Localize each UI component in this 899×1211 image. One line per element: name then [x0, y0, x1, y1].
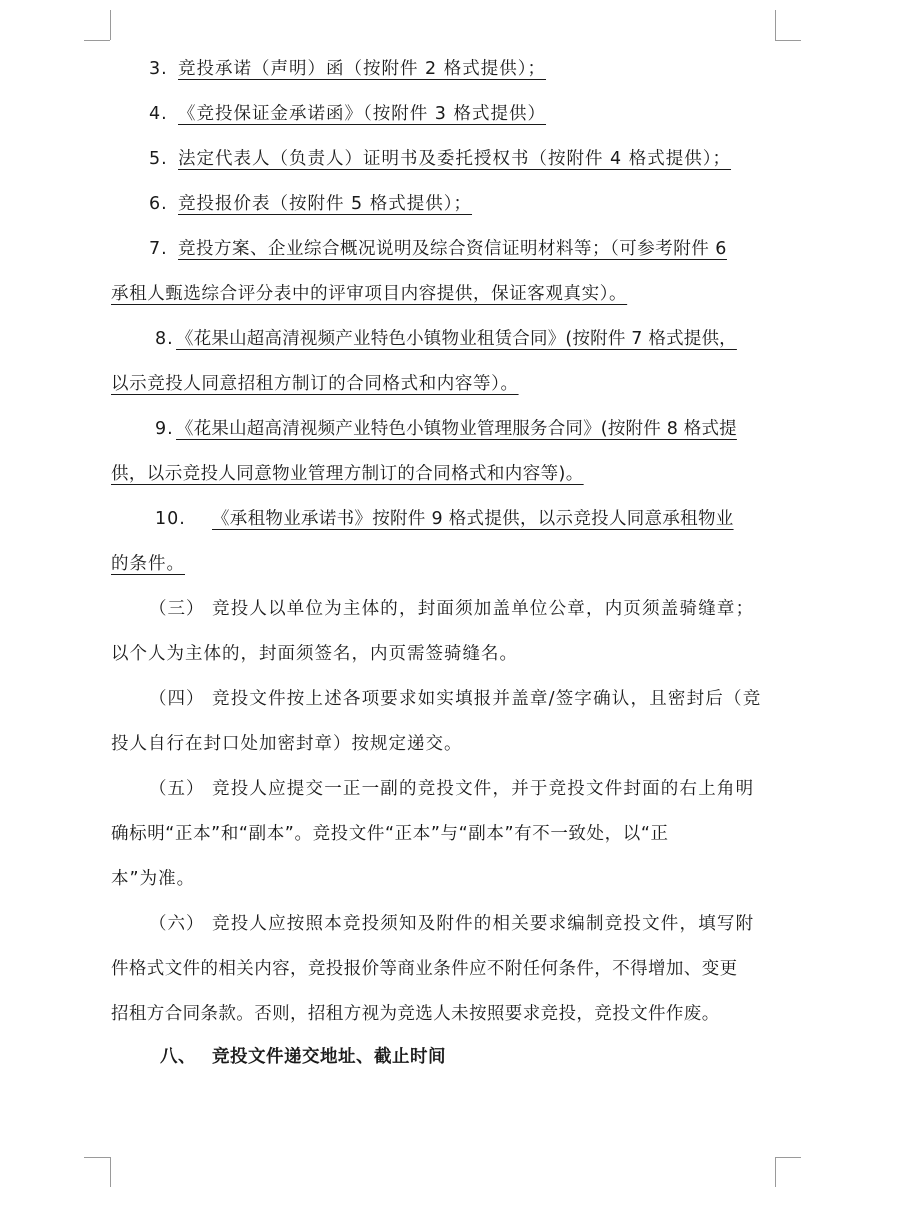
clause-6-line-1: 竞投人应按照本竞投须知及附件的相关要求编制竞投文件，填写附 [212, 914, 755, 934]
clause-5-label: （五） [149, 779, 205, 799]
list-item-8-line-1: 《花果山超高清视频产业特色小镇物业租赁合同》(按附件 7 格式提供， [176, 329, 737, 349]
list-item-10-line-2: 的条件。 [111, 554, 185, 574]
list-item-9-line-1: 《花果山超高清视频产业特色小镇物业管理服务合同》(按附件 8 格式提 [176, 419, 737, 439]
list-item-9-number: 9. [155, 419, 174, 439]
clause-3-label: （三） [149, 599, 205, 619]
list-item-9-line-2: 供，以示竞投人同意物业管理方制订的合同格式和内容等)。 [111, 464, 584, 484]
clause-4-line-2: 投人自行在封口处加密封章）按规定递交。 [111, 734, 463, 754]
clause-5-line-2: 确标明“正本”和“副本”。竞投文件“正本”与“副本”有不一致处，以“正 [111, 824, 669, 844]
clause-6-line-3: 招租方合同条款。否则，招租方视为竞选人未按照要求竞投，竞投文件作废。 [111, 1004, 720, 1024]
list-item-8-number: 8. [155, 329, 174, 349]
list-item-7-line-2: 承租人甄选综合评分表中的评审项目内容提供，保证客观真实）。 [111, 284, 628, 304]
clause-4-line-1: 竞投文件按上述各项要求如实填报并盖章/签字确认，且密封后（竞 [212, 689, 762, 709]
section-8-number: 八、 [160, 1047, 196, 1067]
clause-3-line-2: 以个人为主体的，封面须签名，内页需签骑缝名。 [111, 644, 518, 664]
list-item-6-text: 竞投报价表（按附件 5 格式提供）； [178, 194, 473, 214]
clause-6-line-2: 件格式文件的相关内容，竞投报价等商业条件应不附任何条件，不得增加、变更 [111, 959, 738, 979]
clause-5-line-1: 竞投人应提交一正一副的竞投文件，并于竞投文件封面的右上角明 [212, 779, 755, 799]
section-8-title: 竞投文件递交地址、截止时间 [212, 1047, 446, 1067]
list-item-10-number: 10. [155, 509, 186, 529]
list-item-4-text: 《竞投保证金承诺函》（按附件 3 格式提供） [178, 104, 547, 124]
list-item-4-number: 4. [149, 104, 168, 124]
list-item-10-line-1: 《承租物业承诺书》按附件 9 格式提供，以示竞投人同意承租物业 [212, 509, 734, 529]
list-item-8-line-2: 以示竞投人同意招租方制订的合同格式和内容等）。 [111, 374, 519, 394]
list-item-5-text: 法定代表人（负责人）证明书及委托授权书（按附件 4 格式提供）； [178, 149, 732, 169]
clause-3-line-1: 竞投人以单位为主体的，封面须加盖单位公章，内页须盖骑缝章； [212, 599, 755, 619]
clause-6-label: （六） [149, 914, 205, 934]
list-item-7-line-1: 竞投方案、企业综合概况说明及综合资信证明材料等；（可参考附件 6 [178, 239, 727, 259]
list-item-3-text: 竞投承诺（声明）函（按附件 2 格式提供）； [178, 59, 547, 79]
clause-5-line-3: 本”为准。 [111, 869, 196, 889]
list-item-6-number: 6. [149, 194, 168, 214]
list-item-5-number: 5. [149, 149, 168, 169]
clause-4-label: （四） [149, 689, 205, 709]
list-item-7-number: 7. [149, 239, 168, 259]
list-item-3-number: 3. [149, 59, 168, 79]
